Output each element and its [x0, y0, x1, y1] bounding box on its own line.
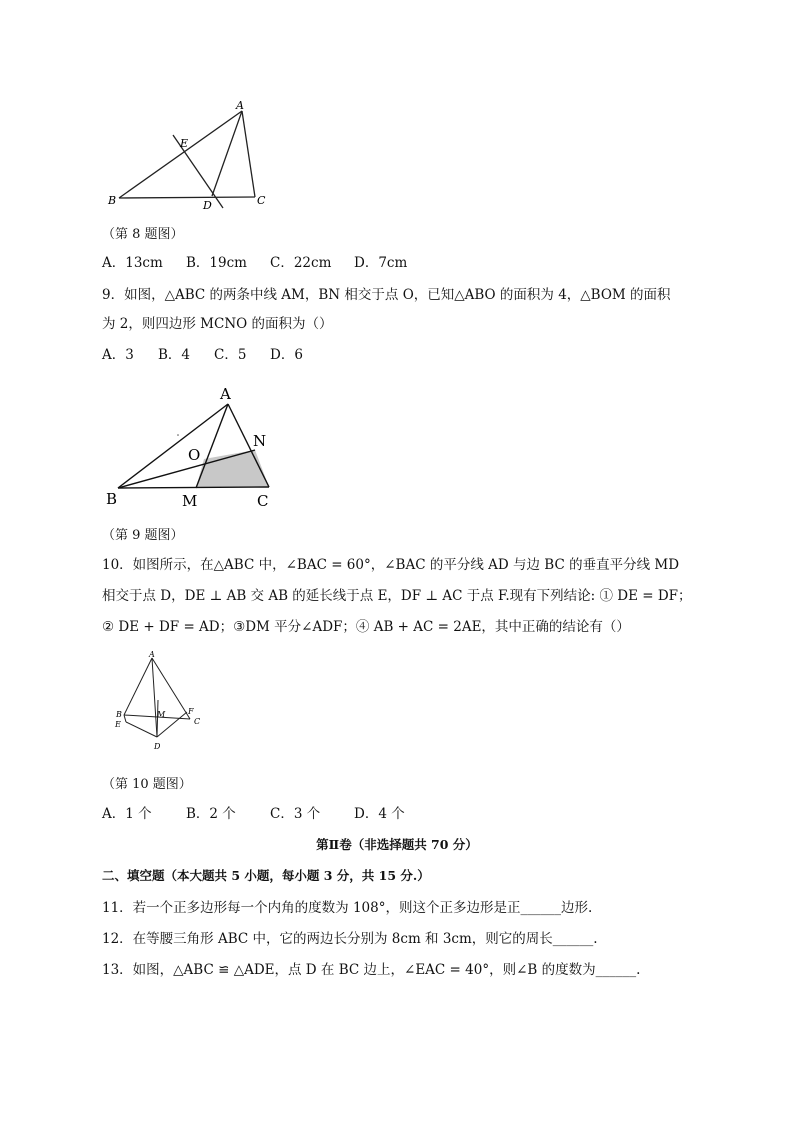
q8-options — [102, 253, 407, 273]
fig9-label-n: N — [253, 432, 267, 450]
section2-title: 二、填空题（本大题共 5 小题，每小题 3 分，共 15 分.） — [102, 868, 430, 883]
q10-option-a[interactable]: A．1 个 — [102, 806, 152, 822]
fig10-label-b: B — [116, 710, 122, 719]
q9-option-d[interactable]: D．6 — [270, 347, 303, 363]
fig9-label-b: B — [106, 490, 118, 508]
q9-option-a[interactable]: A．3 — [102, 347, 134, 363]
q10-option-c[interactable]: C．3 个 — [270, 806, 321, 822]
fig10-caption: （第 10 题图） — [102, 777, 192, 792]
fig10-label-f: F — [188, 707, 194, 716]
fig10-label-e: E — [115, 720, 121, 729]
q10-options — [102, 804, 405, 824]
q11-text: 11．若一个正多边形每一个内角的度数为 108°，则这个正多边形是正______边形. — [102, 900, 593, 916]
fig8-caption: （第 8 题图） — [102, 227, 184, 242]
fig9-caption: （第 9 题图） — [102, 528, 184, 543]
fig8-label-e: E — [180, 137, 189, 150]
figure-10 — [108, 648, 208, 758]
q9-option-c[interactable]: C．5 — [214, 347, 247, 363]
fig8-label-d: D — [203, 199, 212, 210]
fig10-label-c: C — [194, 717, 201, 726]
q9-option-b[interactable]: B．4 — [158, 347, 191, 363]
q8-option-a[interactable]: A．13cm — [102, 255, 163, 271]
fig10-label-d: D — [154, 742, 161, 751]
fig9-label-m: M — [182, 492, 198, 510]
fig9-label-o: O — [188, 446, 201, 464]
fig8-label-c: C — [257, 194, 266, 207]
q10-text-line3: ② DE + DF = AD；③DM 平分∠ADF；④ AB + AC = 2AE，其中正确的结论有（） — [102, 619, 630, 635]
q9-options — [102, 345, 303, 365]
q8-option-d[interactable]: D．7cm — [354, 255, 408, 271]
q9-text-line2: 为 2，则四边形 MCNO 的面积为（） — [102, 316, 333, 332]
part2-title: 第Ⅱ卷（非选择题共 70 分） — [316, 837, 478, 852]
q8-option-b[interactable]: B．19cm — [186, 255, 247, 271]
q10-text-line2: 相交于点 D，DE ⊥ AB 交 AB 的延长线于点 E，DF ⊥ AC 于点 F.现有下列结论: ① DE = DF； — [102, 588, 692, 604]
q13-text: 13．如图，△ABC ≌ △ADE，点 D 在 BC 边上，∠EAC = 40°，则∠B 的度数为______. — [102, 962, 641, 978]
q9-text-line1: 9．如图，△ABC 的两条中线 AM，BN 相交于点 O，已知△ABO 的面积为 4，△BOM 的面积 — [102, 287, 671, 303]
q10-option-b[interactable]: B．2 个 — [186, 806, 236, 822]
fig9-label-c: C — [257, 492, 269, 510]
q12-text: 12．在等腰三角形 ABC 中，它的两边长分别为 8cm 和 3cm，则它的周长______. — [102, 931, 598, 947]
fig10-label-m: M — [157, 710, 166, 719]
q10-text-line1: 10．如图所示，在△ABC 中，∠BAC = 60°，∠BAC 的平分线 AD 与边 BC 的垂直平分线 MD — [102, 557, 680, 573]
figure-8 — [105, 95, 285, 210]
fig9-label-a: A — [220, 385, 231, 403]
figure-9 — [100, 382, 290, 514]
q10-option-d[interactable]: D．4 个 — [354, 806, 405, 822]
fig8-label-b: B — [108, 194, 117, 207]
q8-option-c[interactable]: C．22cm — [270, 255, 332, 271]
fig8-label-a: A — [236, 99, 244, 112]
fig10-label-a: A — [149, 650, 155, 659]
